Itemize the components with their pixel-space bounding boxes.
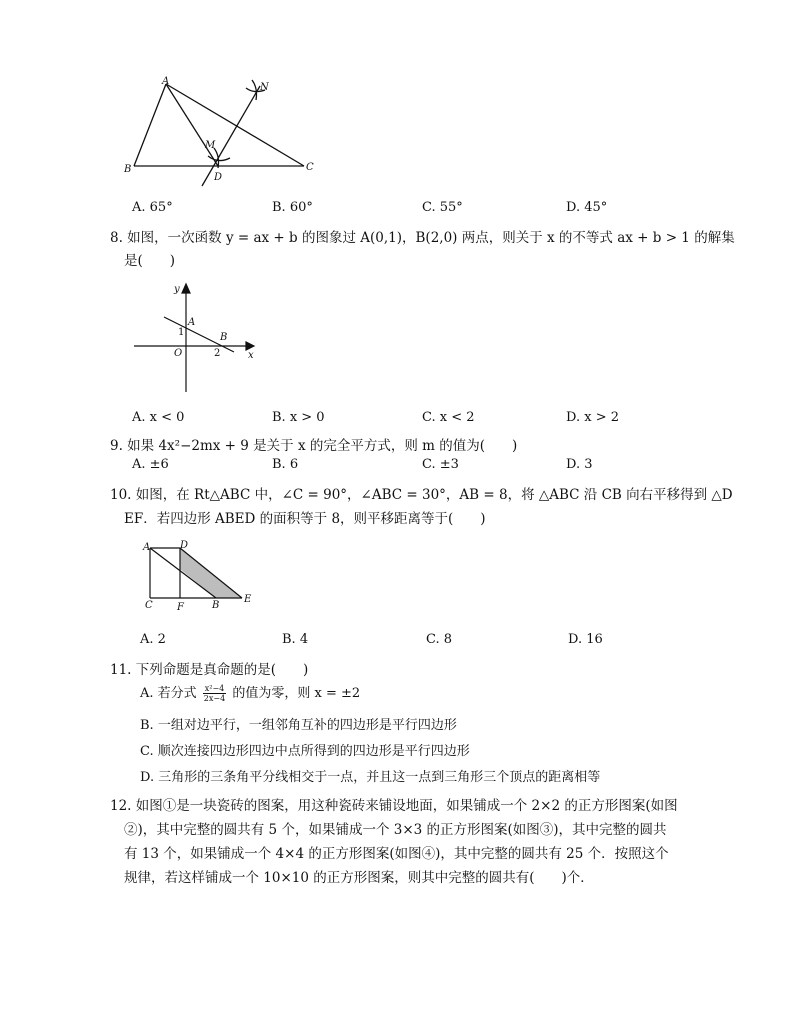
- label-D: D: [214, 172, 223, 183]
- q9-stem: 9. 如果 4x²−2mx + 9 是关于 x 的完全平方式，则 m 的值为( ): [110, 438, 518, 454]
- q12-stem-line1: 12. 如图①是一块瓷砖的图案，用这种瓷砖来铺设地面，如果铺成一个 2×2 的正方形图案(如图: [110, 798, 678, 814]
- fraction-numerator: x²−4: [204, 684, 225, 693]
- label-A: A: [143, 542, 151, 553]
- q8-option-c[interactable]: C. x < 2: [422, 410, 475, 425]
- label-B: B: [124, 164, 132, 175]
- segment-AD: [166, 84, 218, 166]
- q9-option-d[interactable]: D. 3: [566, 457, 593, 472]
- label-one: 1: [178, 327, 185, 338]
- label-F: F: [177, 602, 184, 613]
- q7-option-d[interactable]: D. 45°: [566, 200, 608, 215]
- q7-option-a[interactable]: A. 65°: [132, 200, 173, 215]
- q11-option-a-prefix: A. 若分式: [140, 686, 197, 701]
- fig7-triangle-diagram: [120, 74, 330, 190]
- q10-stem-line2: EF．若四边形 ABED 的面积等于 8，则平移距离等于( ): [124, 511, 486, 527]
- bisector-line-MN: [202, 86, 260, 186]
- q10-option-c[interactable]: C. 8: [426, 632, 453, 647]
- q9-option-c[interactable]: C. ±3: [422, 457, 459, 472]
- q8-stem-line2: 是( ): [124, 253, 176, 269]
- q12-stem-line3: 有 13 个，如果铺成一个 4×4 的正方形图案(如图④)，其中完整的圆共有 25 个．按照这个: [124, 846, 669, 862]
- label-N: N: [260, 82, 269, 93]
- q9-option-a[interactable]: A. ±6: [132, 457, 169, 472]
- y-axis-arrow: [182, 284, 190, 293]
- q10-option-b[interactable]: B. 4: [282, 632, 309, 647]
- q8-option-d[interactable]: D. x > 2: [566, 410, 619, 425]
- q9-option-b[interactable]: B. 6: [272, 457, 299, 472]
- side-AC: [166, 84, 304, 166]
- q11-option-a[interactable]: [140, 682, 360, 703]
- q8-option-b[interactable]: B. x > 0: [272, 410, 325, 425]
- q11-option-b[interactable]: B. 一组对边平行，一组邻角互补的四边形是平行四边形: [140, 718, 457, 733]
- label-B: B: [212, 600, 220, 611]
- label-D: D: [180, 540, 189, 551]
- q10-option-a[interactable]: A. 2: [140, 632, 166, 647]
- q11-option-c[interactable]: C. 顺次连接四边形四边中点所得到的四边形是平行四边形: [140, 744, 470, 759]
- label-x: x: [248, 350, 254, 361]
- fig10-translation-diagram: [140, 538, 260, 614]
- q11-option-d[interactable]: D. 三角形的三条角平分线相交于一点，并且这一点到三角形三个顶点的距离相等: [140, 770, 601, 785]
- fraction-denominator: 2x−4: [203, 694, 226, 703]
- fig8-coordinate-graph: [130, 280, 260, 396]
- q11-fraction: [203, 684, 226, 703]
- label-A: A: [188, 317, 196, 328]
- q7-option-c[interactable]: C. 55°: [422, 200, 463, 215]
- q7-option-b[interactable]: B. 60°: [272, 200, 313, 215]
- label-y: y: [174, 284, 180, 295]
- x-axis-arrow: [246, 342, 254, 350]
- side-AB: [134, 84, 166, 166]
- label-C: C: [306, 162, 314, 173]
- q8-stem-line1: 8. 如图，一次函数 y = ax + b 的图象过 A(0,1)，B(2,0) 两点，则关于 x 的不等式 ax + b > 1 的解集: [110, 230, 735, 246]
- q11-stem: 11. 下列命题是真命题的是( ): [110, 662, 309, 678]
- label-two: 2: [214, 348, 221, 359]
- q10-stem-line1: 10. 如图，在 Rt△ABC 中，∠C = 90°，∠ABC = 30°，AB = 8，将 △ABC 沿 CB 向右平移得到 △D: [110, 487, 733, 503]
- q12-stem-line4: 规律，若这样铺成一个 10×10 的正方形图案，则其中完整的圆共有( )个．: [124, 870, 594, 886]
- label-M: M: [205, 140, 216, 151]
- label-E: E: [244, 594, 252, 605]
- label-O: O: [174, 348, 183, 359]
- q10-option-d[interactable]: D. 16: [568, 632, 603, 647]
- label-C: C: [145, 600, 153, 611]
- label-A: A: [162, 76, 170, 87]
- q8-option-a[interactable]: A. x < 0: [132, 410, 185, 425]
- q12-stem-line2: ②)，其中完整的圆共有 5 个，如果铺成一个 3×3 的正方形图案(如图③)，其中完整的圆共: [124, 822, 667, 838]
- q11-option-a-suffix: 的值为零，则 x = ±2: [232, 686, 361, 701]
- label-B: B: [220, 332, 228, 343]
